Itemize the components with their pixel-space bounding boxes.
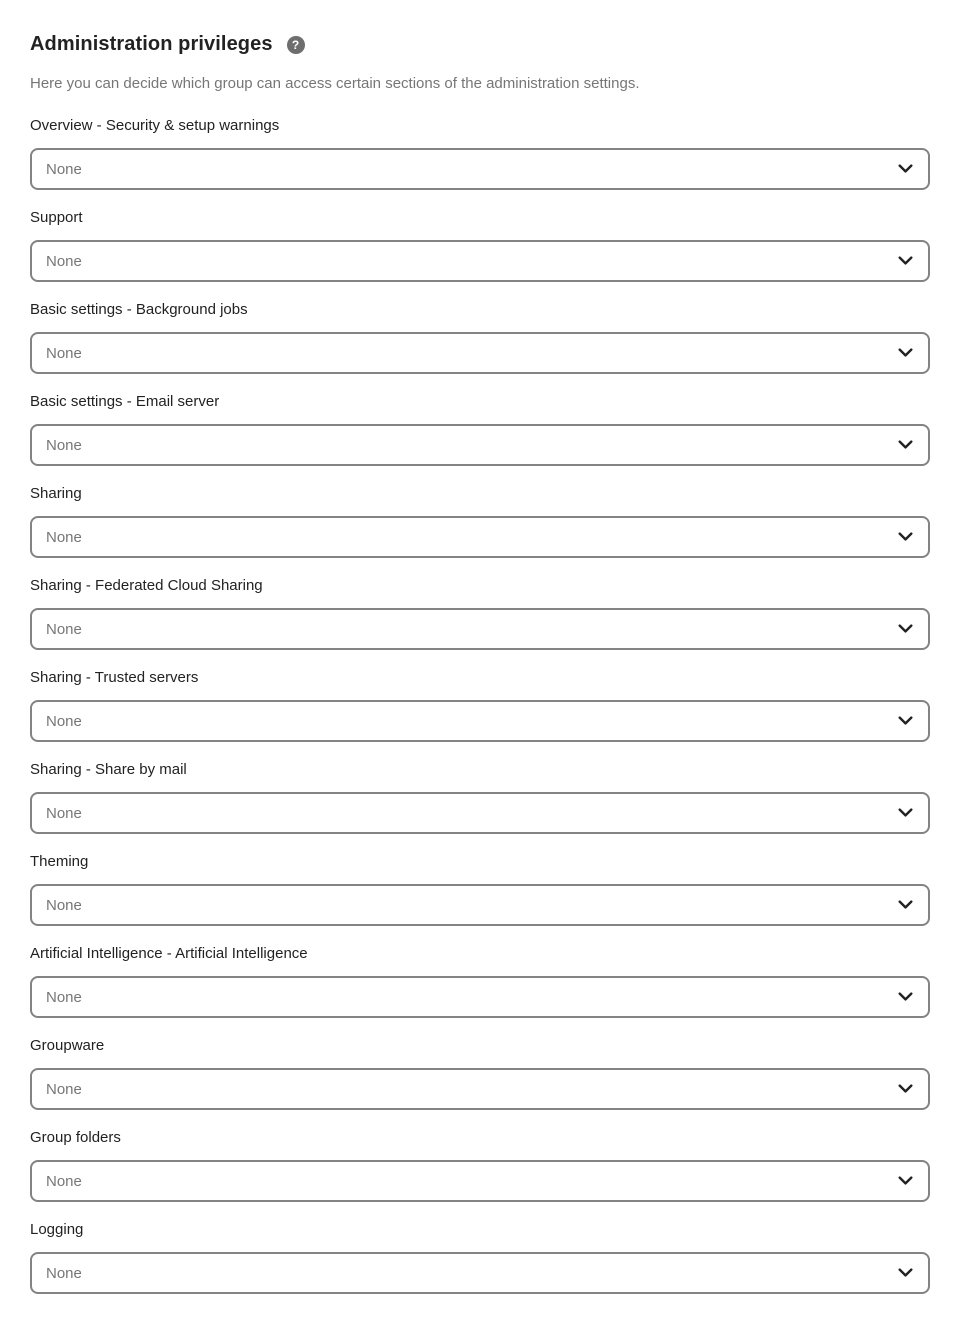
group-select-wrap bbox=[30, 1068, 930, 1110]
field-label: Support bbox=[30, 209, 83, 226]
field-row bbox=[30, 1035, 930, 1110]
field-row bbox=[30, 1127, 930, 1202]
field-label: Basic settings - Background jobs bbox=[30, 301, 248, 318]
section-header bbox=[30, 31, 930, 58]
field-row bbox=[30, 851, 930, 926]
group-select-wrap bbox=[30, 424, 930, 466]
field-label: Group folders bbox=[30, 1129, 121, 1146]
field-row bbox=[30, 207, 930, 282]
group-select-wrap bbox=[30, 1160, 930, 1202]
group-select-wrap bbox=[30, 516, 930, 558]
group-select[interactable] bbox=[30, 608, 930, 650]
field-label: Sharing bbox=[30, 485, 82, 502]
group-select-wrap bbox=[30, 608, 930, 650]
group-select-wrap bbox=[30, 332, 930, 374]
field-row bbox=[30, 1219, 930, 1294]
group-select[interactable] bbox=[30, 976, 930, 1018]
field-label: Sharing - Trusted servers bbox=[30, 669, 199, 686]
group-select-wrap bbox=[30, 148, 930, 190]
field-label: Artificial Intelligence - Artificial Intelligence bbox=[30, 945, 308, 962]
group-select-wrap bbox=[30, 884, 930, 926]
section-description: Here you can decide which group can access certain sections of the administration settings. bbox=[30, 75, 640, 92]
field-row bbox=[30, 667, 930, 742]
group-select[interactable] bbox=[30, 516, 930, 558]
group-select-wrap bbox=[30, 700, 930, 742]
fields-list bbox=[30, 115, 930, 1294]
field-label: Sharing - Share by mail bbox=[30, 761, 187, 778]
field-row bbox=[30, 391, 930, 466]
field-row bbox=[30, 299, 930, 374]
field-label: Logging bbox=[30, 1221, 84, 1238]
group-select[interactable] bbox=[30, 792, 930, 834]
field-row bbox=[30, 115, 930, 190]
group-select[interactable] bbox=[30, 884, 930, 926]
group-select[interactable] bbox=[30, 1252, 930, 1294]
group-select[interactable] bbox=[30, 424, 930, 466]
group-select[interactable] bbox=[30, 240, 930, 282]
group-select[interactable] bbox=[30, 332, 930, 374]
group-select-wrap bbox=[30, 976, 930, 1018]
field-label: Groupware bbox=[30, 1037, 105, 1054]
group-select-wrap bbox=[30, 792, 930, 834]
field-label: Theming bbox=[30, 853, 89, 870]
group-select[interactable] bbox=[30, 700, 930, 742]
field-label: Basic settings - Email server bbox=[30, 393, 220, 410]
field-row bbox=[30, 483, 930, 558]
group-select-wrap bbox=[30, 240, 930, 282]
field-row bbox=[30, 575, 930, 650]
field-row bbox=[30, 943, 930, 1018]
group-select[interactable] bbox=[30, 148, 930, 190]
field-label: Overview - Security & setup warnings bbox=[30, 117, 280, 134]
field-row bbox=[30, 759, 930, 834]
field-label: Sharing - Federated Cloud Sharing bbox=[30, 577, 263, 594]
group-select[interactable] bbox=[30, 1160, 930, 1202]
page-title: Administration privileges bbox=[30, 33, 273, 55]
group-select[interactable] bbox=[30, 1068, 930, 1110]
help-icon[interactable]: ? bbox=[287, 36, 305, 54]
group-select-wrap bbox=[30, 1252, 930, 1294]
